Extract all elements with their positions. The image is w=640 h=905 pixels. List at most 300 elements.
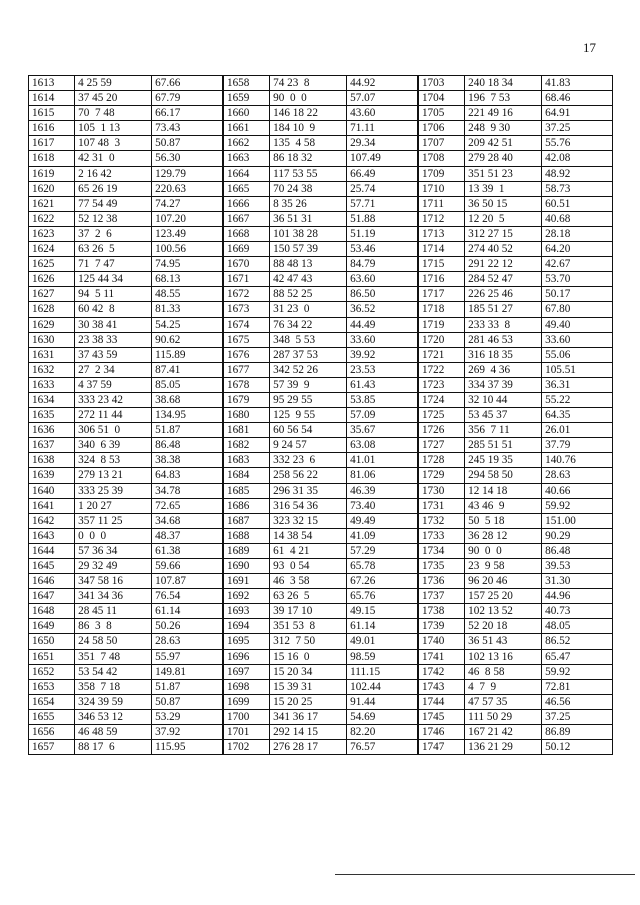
distance-cell: 66.49: [347, 166, 418, 181]
point-number-cell: 1645: [29, 559, 75, 574]
point-number-cell: 1716: [418, 272, 465, 287]
distance-cell: 23.53: [347, 362, 418, 377]
angle-cell: 107 48 3: [75, 136, 152, 151]
angle-cell: 117 53 55: [270, 166, 347, 181]
point-number-cell: 1694: [223, 619, 270, 634]
table-row: [29, 136, 613, 151]
distance-cell: 55.06: [542, 347, 613, 362]
distance-cell: 107.49: [347, 151, 418, 166]
table-row: [29, 725, 613, 740]
point-number-cell: 1613: [29, 76, 75, 91]
distance-cell: 59.92: [542, 498, 613, 513]
distance-cell: 84.79: [347, 257, 418, 272]
distance-cell: 151.00: [542, 513, 613, 528]
point-number-cell: 1718: [418, 302, 465, 317]
distance-cell: 67.80: [542, 302, 613, 317]
distance-cell: 50.87: [152, 694, 223, 709]
point-number-cell: 1684: [223, 468, 270, 483]
distance-cell: 53.85: [347, 392, 418, 407]
angle-cell: 74 23 8: [270, 76, 347, 91]
point-number-cell: 1655: [29, 709, 75, 724]
distance-cell: 68.46: [542, 91, 613, 106]
table-row: [29, 166, 613, 181]
angle-cell: 346 53 12: [75, 709, 152, 724]
point-number-cell: 1695: [223, 634, 270, 649]
distance-cell: 39.92: [347, 347, 418, 362]
point-number-cell: 1729: [418, 468, 465, 483]
point-number-cell: 1680: [223, 408, 270, 423]
distance-cell: 50.26: [152, 619, 223, 634]
point-number-cell: 1639: [29, 468, 75, 483]
point-number-cell: 1693: [223, 604, 270, 619]
angle-cell: 294 58 50: [465, 468, 542, 483]
angle-cell: 279 28 40: [465, 151, 542, 166]
angle-cell: 240 18 34: [465, 76, 542, 91]
angle-cell: 146 18 22: [270, 106, 347, 121]
point-number-cell: 1689: [223, 543, 270, 558]
table-row: [29, 543, 613, 558]
point-number-cell: 1651: [29, 649, 75, 664]
angle-cell: 102 13 16: [465, 649, 542, 664]
distance-cell: 115.89: [152, 347, 223, 362]
point-number-cell: 1745: [418, 709, 465, 724]
angle-cell: 12 14 18: [465, 483, 542, 498]
point-number-cell: 1679: [223, 392, 270, 407]
point-number-cell: 1678: [223, 377, 270, 392]
angle-cell: 88 52 25: [270, 287, 347, 302]
distance-cell: 50.12: [542, 740, 613, 755]
point-number-cell: 1653: [29, 679, 75, 694]
point-number-cell: 1677: [223, 362, 270, 377]
table-row: [29, 664, 613, 679]
angle-cell: 28 45 11: [75, 604, 152, 619]
angle-cell: 196 7 53: [465, 91, 542, 106]
angle-cell: 47 57 35: [465, 694, 542, 709]
table-row: [29, 589, 613, 604]
distance-cell: 34.68: [152, 513, 223, 528]
angle-cell: 88 48 13: [270, 257, 347, 272]
angle-cell: 93 0 54: [270, 559, 347, 574]
angle-cell: 269 4 36: [465, 362, 542, 377]
table-row: [29, 317, 613, 332]
angle-cell: 71 7 47: [75, 257, 152, 272]
angle-cell: 316 54 36: [270, 498, 347, 513]
angle-cell: 46 3 58: [270, 574, 347, 589]
angle-cell: 101 38 28: [270, 226, 347, 241]
angle-cell: 57 36 34: [75, 543, 152, 558]
angle-cell: 96 20 46: [465, 574, 542, 589]
angle-cell: 333 23 42: [75, 392, 152, 407]
distance-cell: 29.34: [347, 136, 418, 151]
distance-cell: 107.87: [152, 574, 223, 589]
distance-cell: 41.09: [347, 528, 418, 543]
distance-cell: 67.66: [152, 76, 223, 91]
table-row: [29, 211, 613, 226]
table-row: [29, 106, 613, 121]
point-number-cell: 1728: [418, 453, 465, 468]
distance-cell: 86.48: [542, 543, 613, 558]
angle-cell: 50 5 18: [465, 513, 542, 528]
angle-cell: 77 54 49: [75, 196, 152, 211]
distance-cell: 76.57: [347, 740, 418, 755]
point-number-cell: 1702: [223, 740, 270, 755]
distance-cell: 42.67: [542, 257, 613, 272]
distance-cell: 54.25: [152, 317, 223, 332]
point-number-cell: 1725: [418, 408, 465, 423]
distance-cell: 86.52: [542, 634, 613, 649]
point-number-cell: 1654: [29, 694, 75, 709]
point-number-cell: 1682: [223, 438, 270, 453]
angle-cell: 274 40 52: [465, 242, 542, 257]
distance-cell: 28.63: [152, 634, 223, 649]
distance-cell: 59.92: [542, 664, 613, 679]
distance-cell: 37.25: [542, 121, 613, 136]
distance-cell: 82.20: [347, 725, 418, 740]
point-number-cell: 1676: [223, 347, 270, 362]
table-row: [29, 679, 613, 694]
point-number-cell: 1621: [29, 196, 75, 211]
angle-cell: 88 17 6: [75, 740, 152, 755]
point-number-cell: 1743: [418, 679, 465, 694]
point-number-cell: 1658: [223, 76, 270, 91]
distance-cell: 33.60: [347, 332, 418, 347]
angle-cell: 76 34 22: [270, 317, 347, 332]
point-number-cell: 1742: [418, 664, 465, 679]
table-row: [29, 347, 613, 362]
table-row: [29, 604, 613, 619]
point-number-cell: 1637: [29, 438, 75, 453]
distance-cell: 48.05: [542, 619, 613, 634]
distance-cell: 74.95: [152, 257, 223, 272]
point-number-cell: 1625: [29, 257, 75, 272]
point-number-cell: 1726: [418, 423, 465, 438]
footer-rule: [335, 874, 635, 875]
angle-cell: 333 25 39: [75, 483, 152, 498]
distance-cell: 107.20: [152, 211, 223, 226]
distance-cell: 26.01: [542, 423, 613, 438]
point-number-cell: 1675: [223, 332, 270, 347]
page-number: 17: [583, 40, 596, 55]
distance-cell: 38.38: [152, 453, 223, 468]
point-number-cell: 1712: [418, 211, 465, 226]
distance-cell: 65.47: [542, 649, 613, 664]
table-row: [29, 287, 613, 302]
angle-cell: 185 51 27: [465, 302, 542, 317]
angle-cell: 357 11 25: [75, 513, 152, 528]
point-number-cell: 1670: [223, 257, 270, 272]
table-row: [29, 453, 613, 468]
distance-cell: 37.92: [152, 725, 223, 740]
distance-cell: 53.46: [347, 242, 418, 257]
angle-cell: 53 45 37: [465, 408, 542, 423]
point-number-cell: 1638: [29, 453, 75, 468]
point-number-cell: 1714: [418, 242, 465, 257]
angle-cell: 136 21 29: [465, 740, 542, 755]
distance-cell: 111.15: [347, 664, 418, 679]
distance-cell: 54.69: [347, 709, 418, 724]
point-number-cell: 1738: [418, 604, 465, 619]
point-number-cell: 1732: [418, 513, 465, 528]
point-number-cell: 1703: [418, 76, 465, 91]
point-number-cell: 1669: [223, 242, 270, 257]
distance-cell: 98.59: [347, 649, 418, 664]
table-row: [29, 408, 613, 423]
angle-cell: 341 36 17: [270, 709, 347, 724]
table-row: [29, 151, 613, 166]
point-number-cell: 1737: [418, 589, 465, 604]
distance-cell: 134.95: [152, 408, 223, 423]
distance-cell: 38.68: [152, 392, 223, 407]
survey-table: [28, 75, 613, 755]
point-number-cell: 1644: [29, 543, 75, 558]
distance-cell: 72.65: [152, 498, 223, 513]
angle-cell: 258 56 22: [270, 468, 347, 483]
distance-cell: 39.53: [542, 559, 613, 574]
point-number-cell: 1640: [29, 483, 75, 498]
table-row: [29, 694, 613, 709]
distance-cell: 44.96: [542, 589, 613, 604]
point-number-cell: 1649: [29, 619, 75, 634]
distance-cell: 44.92: [347, 76, 418, 91]
angle-cell: 334 37 39: [465, 377, 542, 392]
angle-cell: 157 25 20: [465, 589, 542, 604]
distance-cell: 86.48: [152, 438, 223, 453]
point-number-cell: 1715: [418, 257, 465, 272]
point-number-cell: 1616: [29, 121, 75, 136]
angle-cell: 61 4 21: [270, 543, 347, 558]
table-row: [29, 377, 613, 392]
point-number-cell: 1667: [223, 211, 270, 226]
point-number-cell: 1685: [223, 483, 270, 498]
point-number-cell: 1624: [29, 242, 75, 257]
distance-cell: 51.87: [152, 423, 223, 438]
distance-cell: 115.95: [152, 740, 223, 755]
angle-cell: 342 52 26: [270, 362, 347, 377]
point-number-cell: 1708: [418, 151, 465, 166]
distance-cell: 67.79: [152, 91, 223, 106]
angle-cell: 2 16 42: [75, 166, 152, 181]
point-number-cell: 1666: [223, 196, 270, 211]
distance-cell: 100.56: [152, 242, 223, 257]
angle-cell: 63 26 5: [270, 589, 347, 604]
point-number-cell: 1673: [223, 302, 270, 317]
angle-cell: 27 2 34: [75, 362, 152, 377]
point-number-cell: 1734: [418, 543, 465, 558]
distance-cell: 74.27: [152, 196, 223, 211]
angle-cell: 285 51 51: [465, 438, 542, 453]
distance-cell: 64.35: [542, 408, 613, 423]
table-row: [29, 392, 613, 407]
survey-table-body: [29, 76, 613, 755]
distance-cell: 49.01: [347, 634, 418, 649]
table-row: [29, 91, 613, 106]
distance-cell: 65.76: [347, 589, 418, 604]
angle-cell: 37 45 20: [75, 91, 152, 106]
distance-cell: 63.60: [347, 272, 418, 287]
distance-cell: 51.19: [347, 226, 418, 241]
distance-cell: 48.92: [542, 166, 613, 181]
angle-cell: 272 11 44: [75, 408, 152, 423]
point-number-cell: 1643: [29, 528, 75, 543]
angle-cell: 111 50 29: [465, 709, 542, 724]
angle-cell: 351 53 8: [270, 619, 347, 634]
distance-cell: 49.40: [542, 317, 613, 332]
angle-cell: 36 51 31: [270, 211, 347, 226]
angle-cell: 221 49 16: [465, 106, 542, 121]
angle-cell: 233 33 8: [465, 317, 542, 332]
angle-cell: 36 28 12: [465, 528, 542, 543]
point-number-cell: 1622: [29, 211, 75, 226]
point-number-cell: 1636: [29, 423, 75, 438]
table-row: [29, 438, 613, 453]
distance-cell: 140.76: [542, 453, 613, 468]
table-row: [29, 740, 613, 755]
angle-cell: 52 20 18: [465, 619, 542, 634]
table-row: [29, 302, 613, 317]
distance-cell: 51.87: [152, 679, 223, 694]
point-number-cell: 1632: [29, 362, 75, 377]
angle-cell: 245 19 35: [465, 453, 542, 468]
distance-cell: 65.78: [347, 559, 418, 574]
distance-cell: 66.17: [152, 106, 223, 121]
angle-cell: 37 2 6: [75, 226, 152, 241]
point-number-cell: 1724: [418, 392, 465, 407]
table-row: [29, 196, 613, 211]
point-number-cell: 1709: [418, 166, 465, 181]
distance-cell: 40.68: [542, 211, 613, 226]
distance-cell: 37.25: [542, 709, 613, 724]
angle-cell: 65 26 19: [75, 181, 152, 196]
angle-cell: 356 7 11: [465, 423, 542, 438]
point-number-cell: 1626: [29, 272, 75, 287]
angle-cell: 36 51 43: [465, 634, 542, 649]
angle-cell: 332 23 6: [270, 453, 347, 468]
distance-cell: 57.07: [347, 91, 418, 106]
angle-cell: 4 25 59: [75, 76, 152, 91]
angle-cell: 347 58 16: [75, 574, 152, 589]
angle-cell: 276 28 17: [270, 740, 347, 755]
table-row: [29, 332, 613, 347]
point-number-cell: 1628: [29, 302, 75, 317]
angle-cell: 4 7 9: [465, 679, 542, 694]
distance-cell: 220.63: [152, 181, 223, 196]
angle-cell: 29 32 49: [75, 559, 152, 574]
point-number-cell: 1647: [29, 589, 75, 604]
point-number-cell: 1631: [29, 347, 75, 362]
point-number-cell: 1705: [418, 106, 465, 121]
point-number-cell: 1687: [223, 513, 270, 528]
distance-cell: 86.89: [542, 725, 613, 740]
distance-cell: 34.78: [152, 483, 223, 498]
table-row: [29, 709, 613, 724]
distance-cell: 149.81: [152, 664, 223, 679]
point-number-cell: 1650: [29, 634, 75, 649]
distance-cell: 129.79: [152, 166, 223, 181]
point-number-cell: 1746: [418, 725, 465, 740]
distance-cell: 41.83: [542, 76, 613, 91]
point-number-cell: 1744: [418, 694, 465, 709]
distance-cell: 81.33: [152, 302, 223, 317]
angle-cell: 4 37 59: [75, 377, 152, 392]
distance-cell: 57.29: [347, 543, 418, 558]
angle-cell: 8 35 26: [270, 196, 347, 211]
distance-cell: 90.62: [152, 332, 223, 347]
distance-cell: 42.08: [542, 151, 613, 166]
point-number-cell: 1663: [223, 151, 270, 166]
distance-cell: 53.29: [152, 709, 223, 724]
distance-cell: 60.51: [542, 196, 613, 211]
angle-cell: 13 39 1: [465, 181, 542, 196]
angle-cell: 287 37 53: [270, 347, 347, 362]
table-row: [29, 362, 613, 377]
point-number-cell: 1686: [223, 498, 270, 513]
angle-cell: 102 13 52: [465, 604, 542, 619]
distance-cell: 28.63: [542, 468, 613, 483]
table-row: [29, 121, 613, 136]
distance-cell: 41.01: [347, 453, 418, 468]
distance-cell: 90.29: [542, 528, 613, 543]
distance-cell: 48.55: [152, 287, 223, 302]
point-number-cell: 1710: [418, 181, 465, 196]
distance-cell: 67.26: [347, 574, 418, 589]
point-number-cell: 1633: [29, 377, 75, 392]
distance-cell: 55.22: [542, 392, 613, 407]
angle-cell: 125 9 55: [270, 408, 347, 423]
angle-cell: 15 16 0: [270, 649, 347, 664]
table-row: [29, 257, 613, 272]
table-row: [29, 242, 613, 257]
distance-cell: 64.91: [542, 106, 613, 121]
distance-cell: 63.08: [347, 438, 418, 453]
distance-cell: 86.50: [347, 287, 418, 302]
angle-cell: 341 34 36: [75, 589, 152, 604]
distance-cell: 73.43: [152, 121, 223, 136]
angle-cell: 279 13 21: [75, 468, 152, 483]
angle-cell: 90 0 0: [270, 91, 347, 106]
table-row: [29, 483, 613, 498]
angle-cell: 358 7 18: [75, 679, 152, 694]
angle-cell: 281 46 53: [465, 332, 542, 347]
distance-cell: 46.39: [347, 483, 418, 498]
distance-cell: 64.20: [542, 242, 613, 257]
angle-cell: 42 47 43: [270, 272, 347, 287]
point-number-cell: 1661: [223, 121, 270, 136]
distance-cell: 61.14: [347, 619, 418, 634]
angle-cell: 351 7 48: [75, 649, 152, 664]
table-row: [29, 649, 613, 664]
point-number-cell: 1614: [29, 91, 75, 106]
table-row: [29, 528, 613, 543]
point-number-cell: 1706: [418, 121, 465, 136]
distance-cell: 57.09: [347, 408, 418, 423]
angle-cell: 292 14 15: [270, 725, 347, 740]
point-number-cell: 1698: [223, 679, 270, 694]
angle-cell: 46 8 58: [465, 664, 542, 679]
angle-cell: 167 21 42: [465, 725, 542, 740]
angle-cell: 23 38 33: [75, 332, 152, 347]
angle-cell: 86 3 8: [75, 619, 152, 634]
point-number-cell: 1656: [29, 725, 75, 740]
table-row: [29, 423, 613, 438]
point-number-cell: 1642: [29, 513, 75, 528]
angle-cell: 296 31 35: [270, 483, 347, 498]
angle-cell: 1 20 27: [75, 498, 152, 513]
angle-cell: 57 39 9: [270, 377, 347, 392]
angle-cell: 12 20 5: [465, 211, 542, 226]
distance-cell: 46.56: [542, 694, 613, 709]
distance-cell: 76.54: [152, 589, 223, 604]
angle-cell: 32 10 44: [465, 392, 542, 407]
